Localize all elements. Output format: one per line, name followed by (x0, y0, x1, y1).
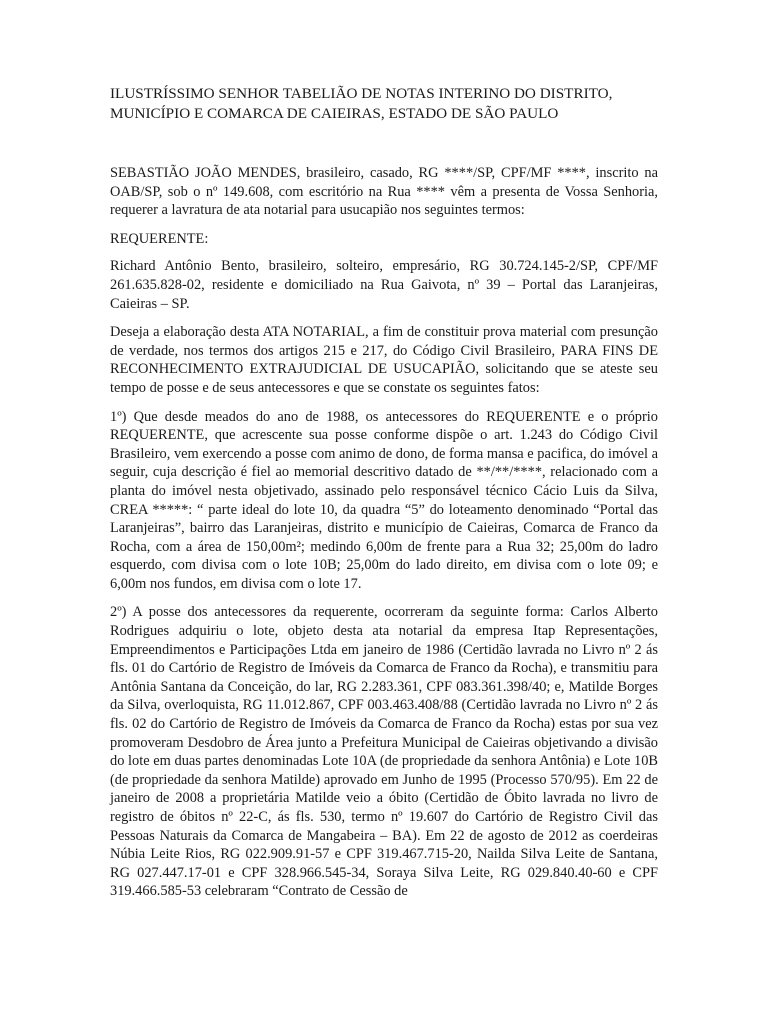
paragraph-requerente-info: Richard Antônio Bento, brasileiro, solteiro, empresário, RG 30.724.145-2/SP, CPF/MF 261.635.828-02, residente e domiciliado na Rua Gaivota, nº 39 – Portal das Laranjeiras, Caieiras – SP. (110, 258, 658, 312)
paragraph-fact-2: 2º) A posse dos antecessores da requerente, ocorreram da seguinte forma: Carlos Alberto Rodrigues adquiriu o lote, objeto desta ata notarial da empresa Itap Representações, Empreendimentos e Participações Ltda em janeiro de 1986 (Certidão lavrada no Livro nº 2 ás fls. 01 do Cartório de Registro de Imóveis da Comarca de Franco da Rocha), e transmitiu para Antônia Santana da Conceição, do lar, RG 2.283.361, CPF 083.361.398/40; e, Matilde Borges da Silva, overloquista, RG 11.012.867, CPF 003.463.408/88 (Certidão lavrada no Livro nº 2 ás fls. 02 do Cartório de Registro de Imóveis da Comarca de Franco da Rocha) estas por sua vez promoveram Desdobro de Área junto a Prefeitura Municipal de Caieiras objetivando a divisão do lote em duas partes denominadas Lote 10A (de propriedade da senhora Antônia) e Lote 10B (de propriedade da senhora Matilde) aprovado em Junho de 1995 (Processo 570/95). Em 22 de janeiro de 2008 a proprietária Matilde veio a óbito (Certidão de Óbito lavrada no livro de registro de óbitos nº 22-C, ás fls. 530, termo nº 19.607 do Cartório de Registro Civil das Pessoas Naturais da Comarca de Mangabeira – BA). Em 22 de agosto de 2012 as coerdeiras Núbia Leite Rios, RG 022.909.91-57 e CPF 319.467.715-20, Nailda Silva Leite de Santana, RG 027.447.17-01 e CPF 328.966.545-34, Soraya Silva Leite, RG 029.840.40-60 e CPF 319.466.585-53 celebraram “Contrato de Cessão de (110, 604, 658, 900)
paragraph-requerente-label: REQUERENTE: (110, 230, 209, 247)
paragraph-request: Deseja a elaboração desta ATA NOTARIAL, a fim de constituir prova material com presunção de verdade, nos termos dos artigos 215 e 217, do Código Civil Brasileiro, PARA FINS DE RECONHECIMENTO EXTRAJUDICIAL DE USUCAPIÃO, solicitando que se ateste seu tempo de posse e de seus antecessores e que se constate os seguintes fatos: (110, 324, 658, 396)
paragraph-petitioner: SEBASTIÃO JOÃO MENDES, brasileiro, casado, RG ****/SP, CPF/MF ****, inscrito na OAB/SP, sob o nº 149.608, com escritório na Rua **** vêm a presenta de Vossa Senhoria, requerer a lavratura de ata notarial para usucapião nos seguintes termos: (110, 165, 658, 219)
document-heading: ILUSTRÍSSIMO SENHOR TABELIÃO DE NOTAS INTERINO DO DISTRITO, MUNICÍPIO E COMARCA DE CAIEIRAS, ESTADO DE SÃO PAULO (110, 85, 613, 122)
document-page (110, 84, 658, 911)
paragraph-fact-1: 1º) Que desde meados do ano de 1988, os antecessores do REQUERENTE e o próprio REQUERENTE, que acrescente sua posse conforme dispõe o art. 1.243 do Código Civil Brasileiro, vem exercendo a posse com animo de dono, de forma mansa e pacifica, do imóvel a seguir, cuja descrição é fiel ao memorial descritivo datado de **/**/****, relacionado com a planta do imóvel nesta objetivado, assinado pelo responsável técnico Cácio Luis da Silva, CREA *****: “ parte ideal do lote 10, da quadra “5” do loteamento denominado “Portal das Laranjeiras”, bairro das Laranjeiras, distrito e município de Caieiras, Comarca de Franco da Rocha, com a área de 150,00m²; medindo 6,00m de frente para a Rua 32; 25,00m do ladro esquerdo, com divisa com o lote 10B; 25,00m do lado direito, em divisa com o lote 09; e 6,00m nos fundos, em divisa com o lote 17. (110, 408, 658, 592)
